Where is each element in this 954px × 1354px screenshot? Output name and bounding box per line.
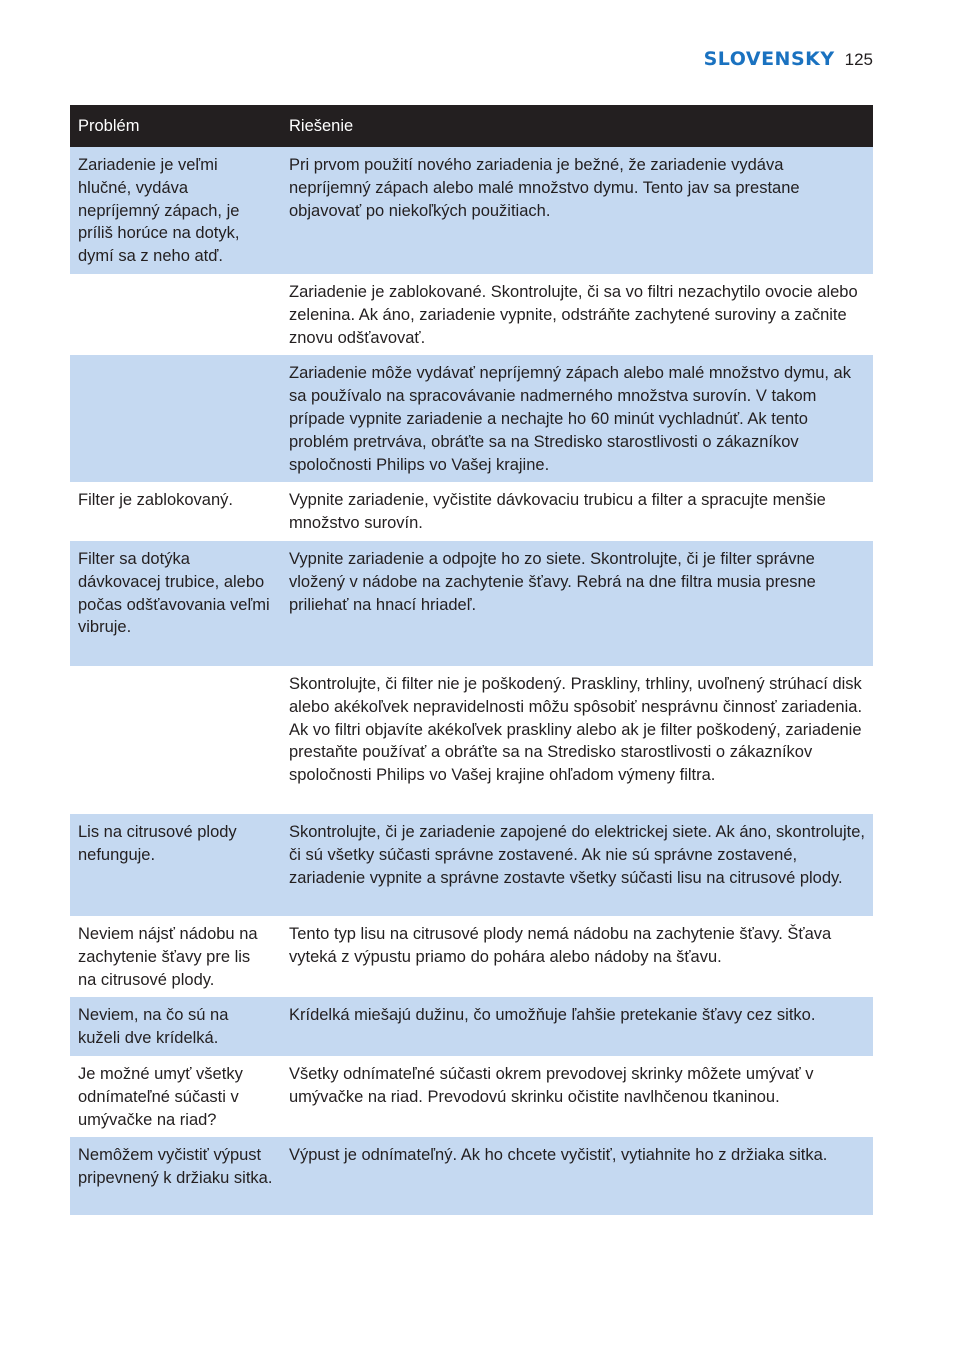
table-row (70, 355, 873, 482)
solution-cell: Pri prvom použití nového zariadenia je bežné, že zariadenie vydáva nepríjemný zápach alebo malé množstvo dymu. Tento jav sa prestane objavovať po niekoľkých použitiach. (281, 147, 873, 274)
table-row (70, 274, 873, 355)
problem-cell: Zariadenie je veľmi hlučné, vydáva nepríjemný zápach, je príliš horúce na dotyk, dymí sa z neho atď. (70, 147, 281, 274)
page-header (704, 48, 873, 70)
solution-cell: Všetky odnímateľné súčasti okrem prevodovej skrinky môžete umývať v umývačke na riad. Prevodovú skrinku očistite navlhčenou tkaninou. (281, 1056, 873, 1137)
table-row (70, 666, 873, 814)
solution-cell: Tento typ lisu na citrusové plody nemá nádobu na zachytenie šťavy. Šťava vyteká z výpustu priamo do pohára alebo nádoby na šťavu. (281, 916, 873, 997)
problem-cell: Lis na citrusové plody nefunguje. (70, 814, 281, 916)
table-row (70, 814, 873, 916)
solution-cell: Zariadenie je zablokované. Skontrolujte, či sa vo filtri nezachytilo ovocie alebo zelenina. Ak áno, zariadenie vypnite, odstráňte zachytené suroviny a začnite znovu odšťavovať. (281, 274, 873, 355)
solution-cell: Vypnite zariadenie, vyčistite dávkovaciu trubicu a filter a spracujte menšie množstvo surovín. (281, 482, 873, 541)
column-header-solution: Riešenie (281, 105, 873, 147)
table-row (70, 916, 873, 997)
problem-cell: Neviem nájsť nádobu na zachytenie šťavy pre lis na citrusové plody. (70, 916, 281, 997)
problem-cell: Filter sa dotýka dávkovacej trubice, alebo počas odšťavovania veľmi vibruje. (70, 541, 281, 666)
table-row (70, 541, 873, 666)
troubleshooting-table (70, 105, 873, 1215)
problem-cell (70, 355, 281, 482)
problem-cell: Je možné umyť všetky odnímateľné súčasti v umývačke na riad? (70, 1056, 281, 1137)
solution-cell: Krídelká miešajú dužinu, čo umožňuje ľahšie pretekanie šťavy cez sitko. (281, 997, 873, 1056)
solution-cell: Zariadenie môže vydávať nepríjemný zápach alebo malé množstvo dymu, ak sa používalo na spracovávanie nadmerného množstva surovín. V takom prípade vypnite zariadenie a nechajte ho 60 minút vychladnúť. Ak tento problém pretrváva, obráťte sa na Stredisko starostlivosti o zákazníkov spoločnosti Philips vo Vašej krajine. (281, 355, 873, 482)
column-header-problem: Problém (70, 105, 281, 147)
table-header-row (70, 105, 873, 147)
solution-cell: Vypnite zariadenie a odpojte ho zo siete. Skontrolujte, či je filter správne vložený v nádobe na zachytenie šťavy. Rebrá na dne filtra musia presne priliehať na hnací hriadeľ. (281, 541, 873, 666)
problem-cell (70, 274, 281, 355)
table-row (70, 147, 873, 274)
page-number: 125 (844, 50, 873, 69)
problem-cell: Nemôžem vyčistiť výpust pripevnený k držiaku sitka. (70, 1137, 281, 1215)
problem-cell (70, 666, 281, 814)
solution-cell: Skontrolujte, či je zariadenie zapojené do elektrickej siete. Ak áno, skontrolujte, či sú všetky súčasti správne zostavené. Ak nie sú správne zostavené, zariadenie vypnite a správne zostavte všetky súčasti lisu na citrusové plody. (281, 814, 873, 916)
table-row (70, 997, 873, 1056)
table-row (70, 1137, 873, 1215)
problem-cell: Filter je zablokovaný. (70, 482, 281, 541)
table-row (70, 482, 873, 541)
language-label: SLOVENSKY (703, 48, 835, 70)
problem-cell: Neviem, na čo sú na kuželi dve krídelká. (70, 997, 281, 1056)
table-row (70, 1056, 873, 1137)
solution-cell: Skontrolujte, či filter nie je poškodený. Praskliny, trhliny, uvoľnený strúhací disk alebo akékoľvek nepravidelnosti môžu spôsobiť nesprávnu činnosť zariadenia. Ak vo filtri objavíte akékoľvek praskliny alebo ak je filter poškodený, zariadenie prestaňte používať a obráťte sa na Stredisko starostlivosti o zákazníkov spoločnosti Philips vo Vašej krajine ohľadom výmeny filtra. (281, 666, 873, 814)
solution-cell: Výpust je odnímateľný. Ak ho chcete vyčistiť, vytiahnite ho z držiaka sitka. (281, 1137, 873, 1215)
